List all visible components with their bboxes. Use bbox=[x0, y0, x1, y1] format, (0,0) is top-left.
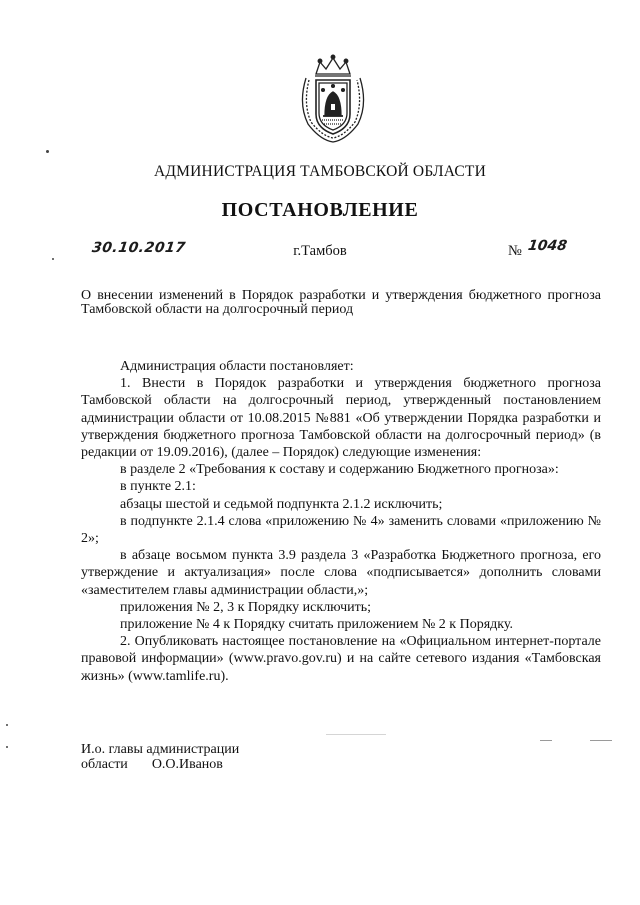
scan-speck bbox=[46, 150, 49, 153]
coat-of-arms-icon bbox=[294, 52, 372, 144]
scan-artifact-line bbox=[326, 734, 386, 735]
body-paragraph: приложение № 4 к Порядку считать приложением № 2 к Порядку. bbox=[120, 617, 513, 633]
scan-speck bbox=[6, 724, 8, 726]
scan-speck bbox=[6, 746, 8, 748]
body-intro: Администрация области постановляет: bbox=[120, 359, 354, 374]
document-type-title: ПОСТАНОВЛЕНИЕ bbox=[221, 199, 419, 221]
body-paragraph: в абзаце восьмом пункта 3.9 раздела 3 «Разработка Бюджетного прогноза, его утверждение и актуализация» после слова «подписывается» дополнить словами «заместителем главы администрации области,»; bbox=[81, 548, 601, 598]
body-item-1: 1. Внести в Порядок разработки и утверждения бюджетного прогноза Тамбовской области на долгосрочный период, утвержденный постановлением администрации области от 10.08.2015 №881 «Об утверждении Порядка разработки и утверждения бюджетного прогноза Тамбовской области на долгосрочный период» (в редакции от 19.09.2016), (далее – Порядок) следующие изменения: bbox=[81, 376, 601, 461]
body-item-2: 2. Опубликовать настоящее постановление на «Официальном интернет-портале правовой информации» (www.pravo.gov.ru) и на сайте сетевого издания «Тамбовская жизнь» (www.tamlife.ru). bbox=[81, 634, 601, 684]
signatory-name: О.О.Иванов bbox=[151, 757, 223, 772]
document-body bbox=[81, 358, 601, 685]
body-paragraph: в подпункте 2.1.4 слова «приложению № 4» заменить словами «приложению № 2»; bbox=[81, 513, 601, 547]
signatory-position: И.о. главы администрации bbox=[81, 742, 240, 757]
organization-name: АДМИНИСТРАЦИЯ ТАМБОВСКОЙ ОБЛАСТИ bbox=[154, 163, 486, 180]
document-subject: О внесении изменений в Порядок разработки и утверждения бюджетного прогноза Тамбовской области на долгосрочный период bbox=[81, 288, 601, 317]
signature-block bbox=[81, 742, 239, 772]
city-name: г.Тамбов bbox=[293, 243, 347, 259]
signatory-position-continued: области bbox=[81, 757, 128, 772]
body-paragraph: в разделе 2 «Требования к составу и содержанию Бюджетного прогноза»: bbox=[120, 462, 559, 478]
handwritten-document-number: 1048 bbox=[526, 238, 569, 254]
signature-row bbox=[81, 757, 239, 772]
scan-artifact-line bbox=[590, 740, 612, 741]
number-sign: № bbox=[508, 243, 522, 259]
handwritten-date: 30.10.2017 bbox=[90, 240, 187, 256]
scan-speck bbox=[52, 258, 54, 260]
body-paragraph: абзацы шестой и седьмой подпункта 2.1.2 исключить; bbox=[120, 496, 443, 512]
scan-artifact-line bbox=[540, 740, 552, 741]
body-paragraph: в пункте 2.1: bbox=[120, 479, 196, 495]
body-paragraph: приложения № 2, 3 к Порядку исключить; bbox=[120, 599, 372, 615]
